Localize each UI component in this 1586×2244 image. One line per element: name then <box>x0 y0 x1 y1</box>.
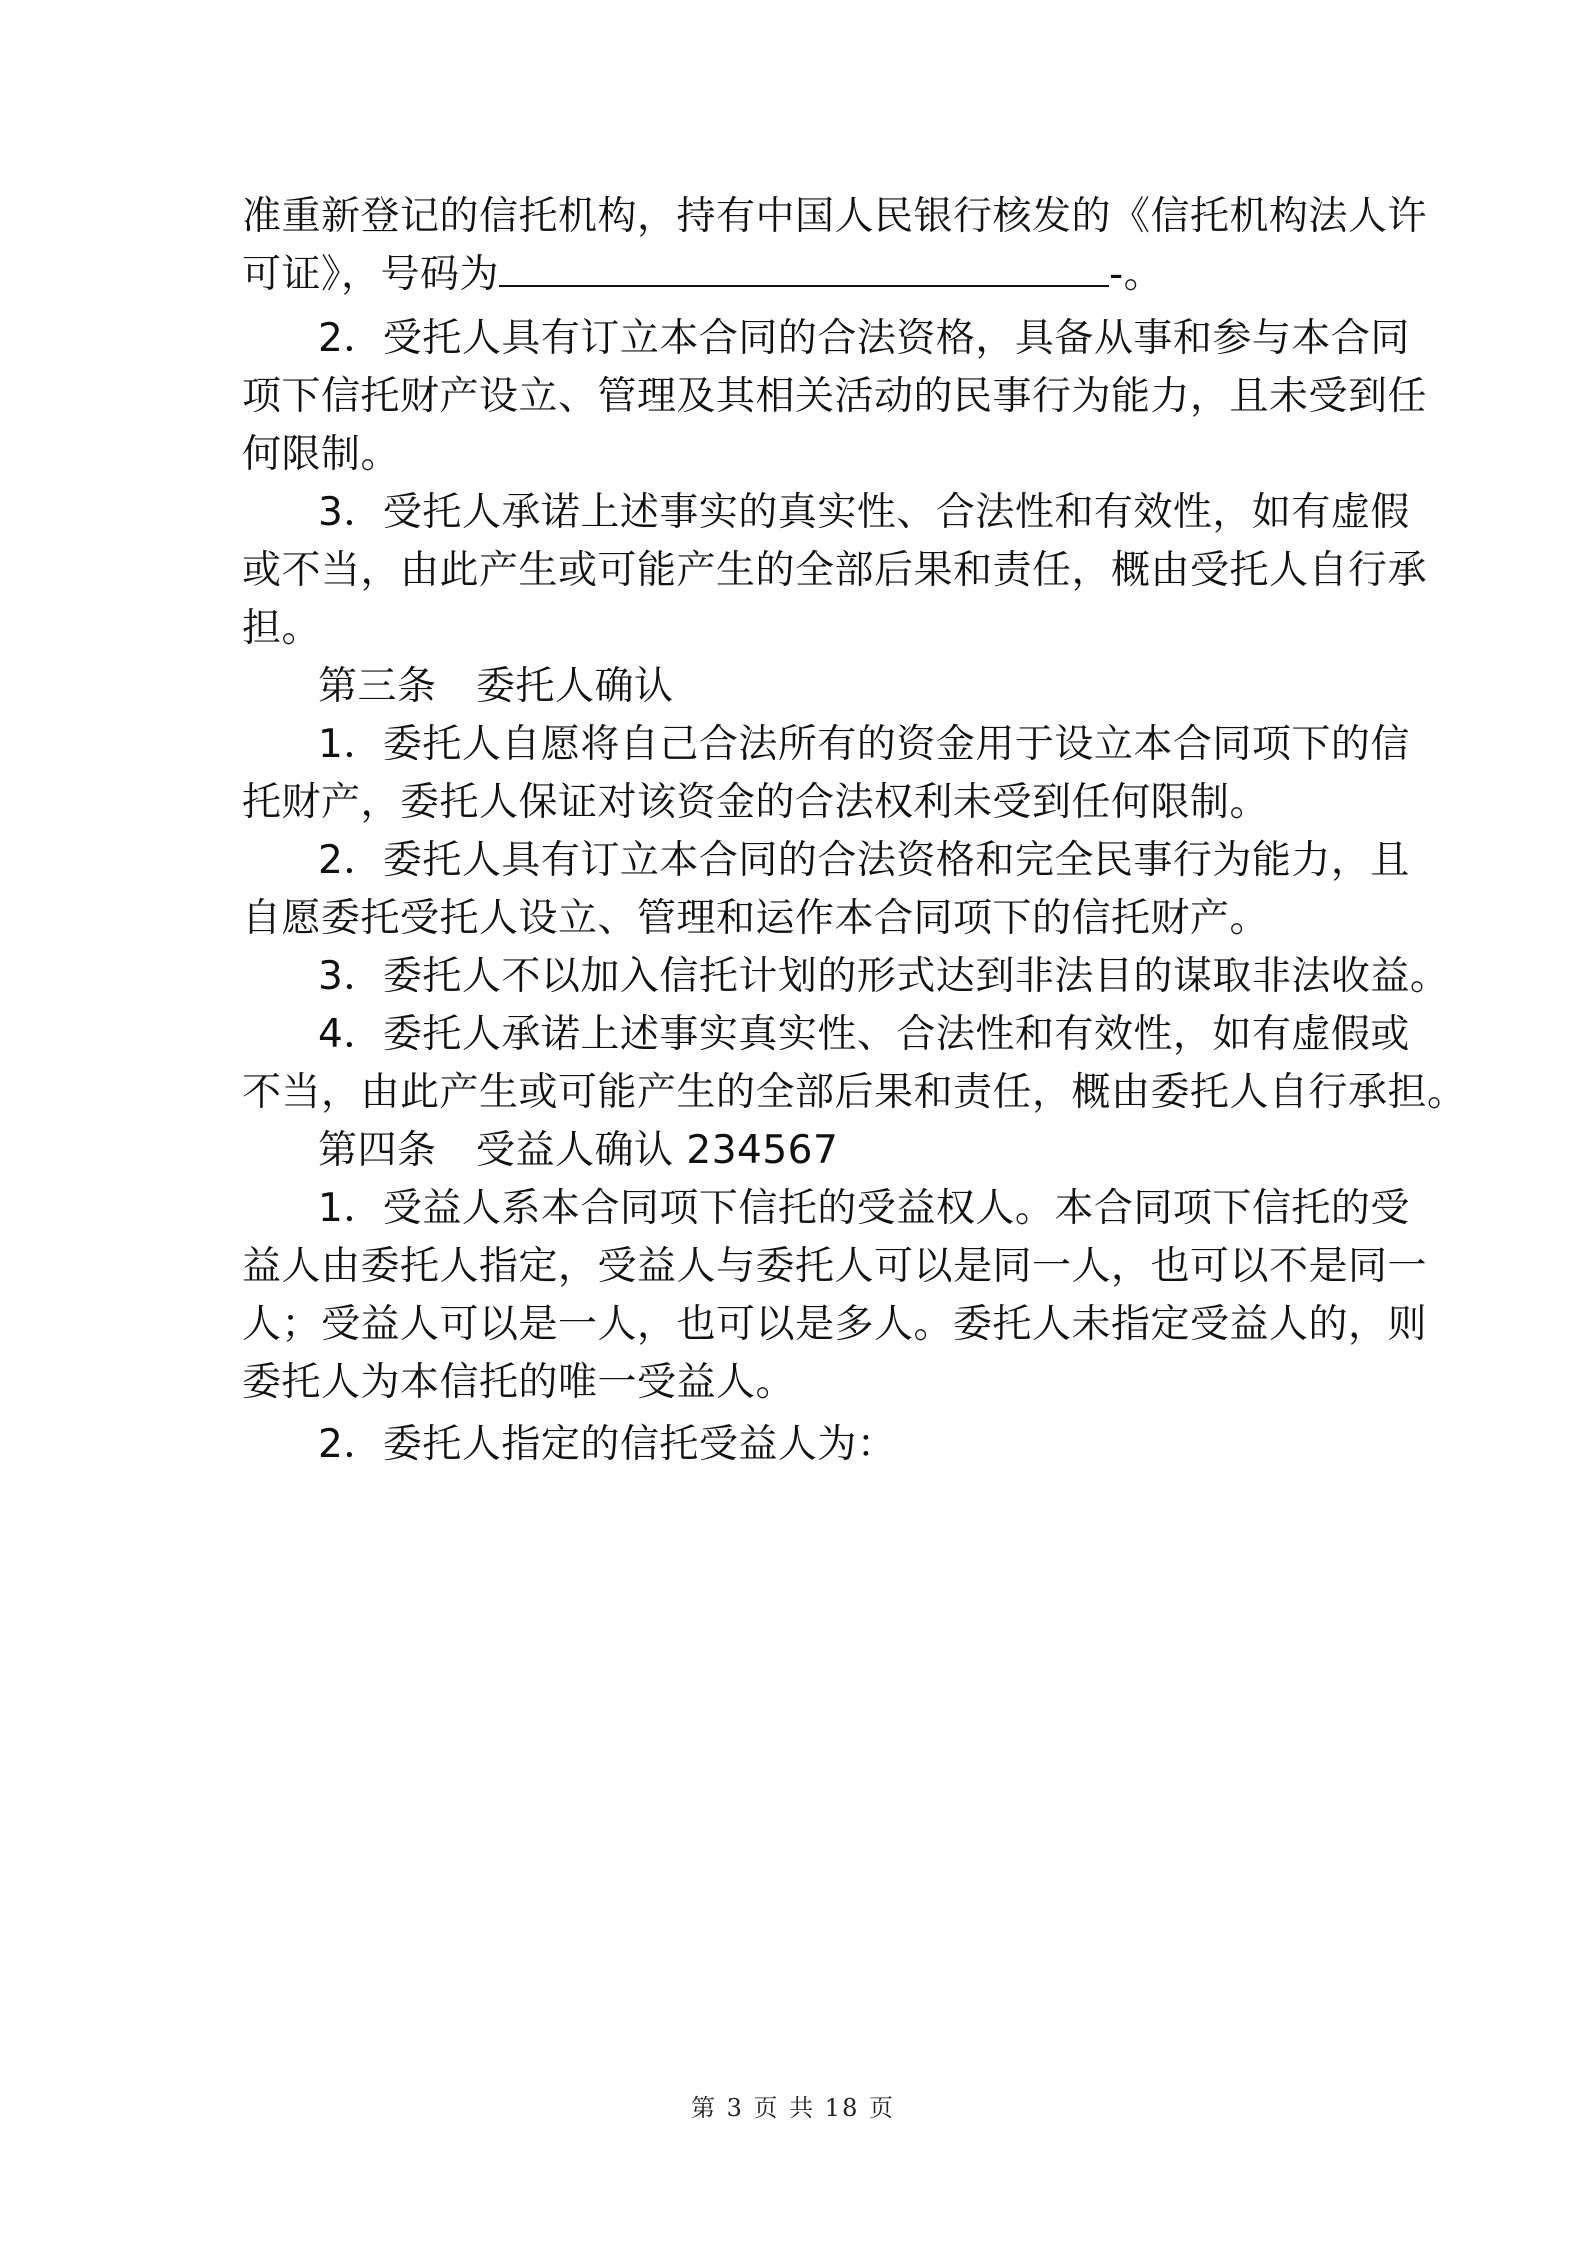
paragraph-first-line: 3．受托人承诺上述事实的真实性、合法性和有效性，如有虚假 <box>318 490 1410 535</box>
paragraph-first-line: 2．委托人具有订立本合同的合法资格和完全民事行为能力，且 <box>318 838 1410 883</box>
text-line: 项下信托财产设立、管理及其相关活动的民事行为能力，且未受到任 <box>242 374 1428 419</box>
paragraph-first-line: 3．委托人不以加入信托计划的形式达到非法目的谋取非法收益。 <box>318 954 1450 999</box>
paragraph-first-line: 1．受益人系本合同项下信托的受益权人。本合同项下信托的受 <box>318 1186 1410 1231</box>
paragraph-first-line: 4．委托人承诺上述事实真实性、合法性和有效性，如有虚假或 <box>318 1012 1410 1057</box>
page-number-footer: 第 3 页 共 18 页 <box>691 2094 895 2122</box>
section-heading: 第四条 受益人确认 234567 <box>318 1128 839 1173</box>
text-line: 人；受益人可以是一人，也可以是多人。委托人未指定受益人的，则 <box>242 1302 1428 1347</box>
text-line: 准重新登记的信托机构，持有中国人民银行核发的《信托机构法人许 <box>242 194 1428 239</box>
text-line: 担。 <box>242 606 322 651</box>
text-line: 益人由委托人指定，受益人与委托人可以是同一人，也可以不是同一 <box>242 1244 1428 1289</box>
text-line <box>242 250 1163 300</box>
paragraph-first-line: 1．委托人自愿将自己合法所有的资金用于设立本合同项下的信 <box>318 722 1410 767</box>
section-heading: 第三条 委托人确认 <box>318 664 674 709</box>
paragraph-first-line: 2．受托人具有订立本合同的合法资格，具备从事和参与本合同 <box>318 316 1410 361</box>
fill-in-blank <box>499 251 1109 287</box>
text-fragment: 可证》，号码为 <box>242 252 500 297</box>
text-line: 或不当，由此产生或可能产生的全部后果和责任，概由受托人自行承 <box>242 548 1428 593</box>
text-line: 何限制。 <box>242 432 401 477</box>
text-fragment: -。 <box>1109 252 1164 297</box>
text-line: 不当，由此产生或可能产生的全部后果和责任，概由委托人自行承担。 <box>242 1070 1467 1115</box>
text-line: 委托人为本信托的唯一受益人。 <box>242 1360 796 1405</box>
paragraph-first-line: 2．委托人指定的信托受益人为： <box>318 1422 897 1467</box>
text-line: 托财产，委托人保证对该资金的合法权利未受到任何限制。 <box>242 780 1270 825</box>
text-line: 自愿委托受托人设立、管理和运作本合同项下的信托财产。 <box>242 896 1270 941</box>
